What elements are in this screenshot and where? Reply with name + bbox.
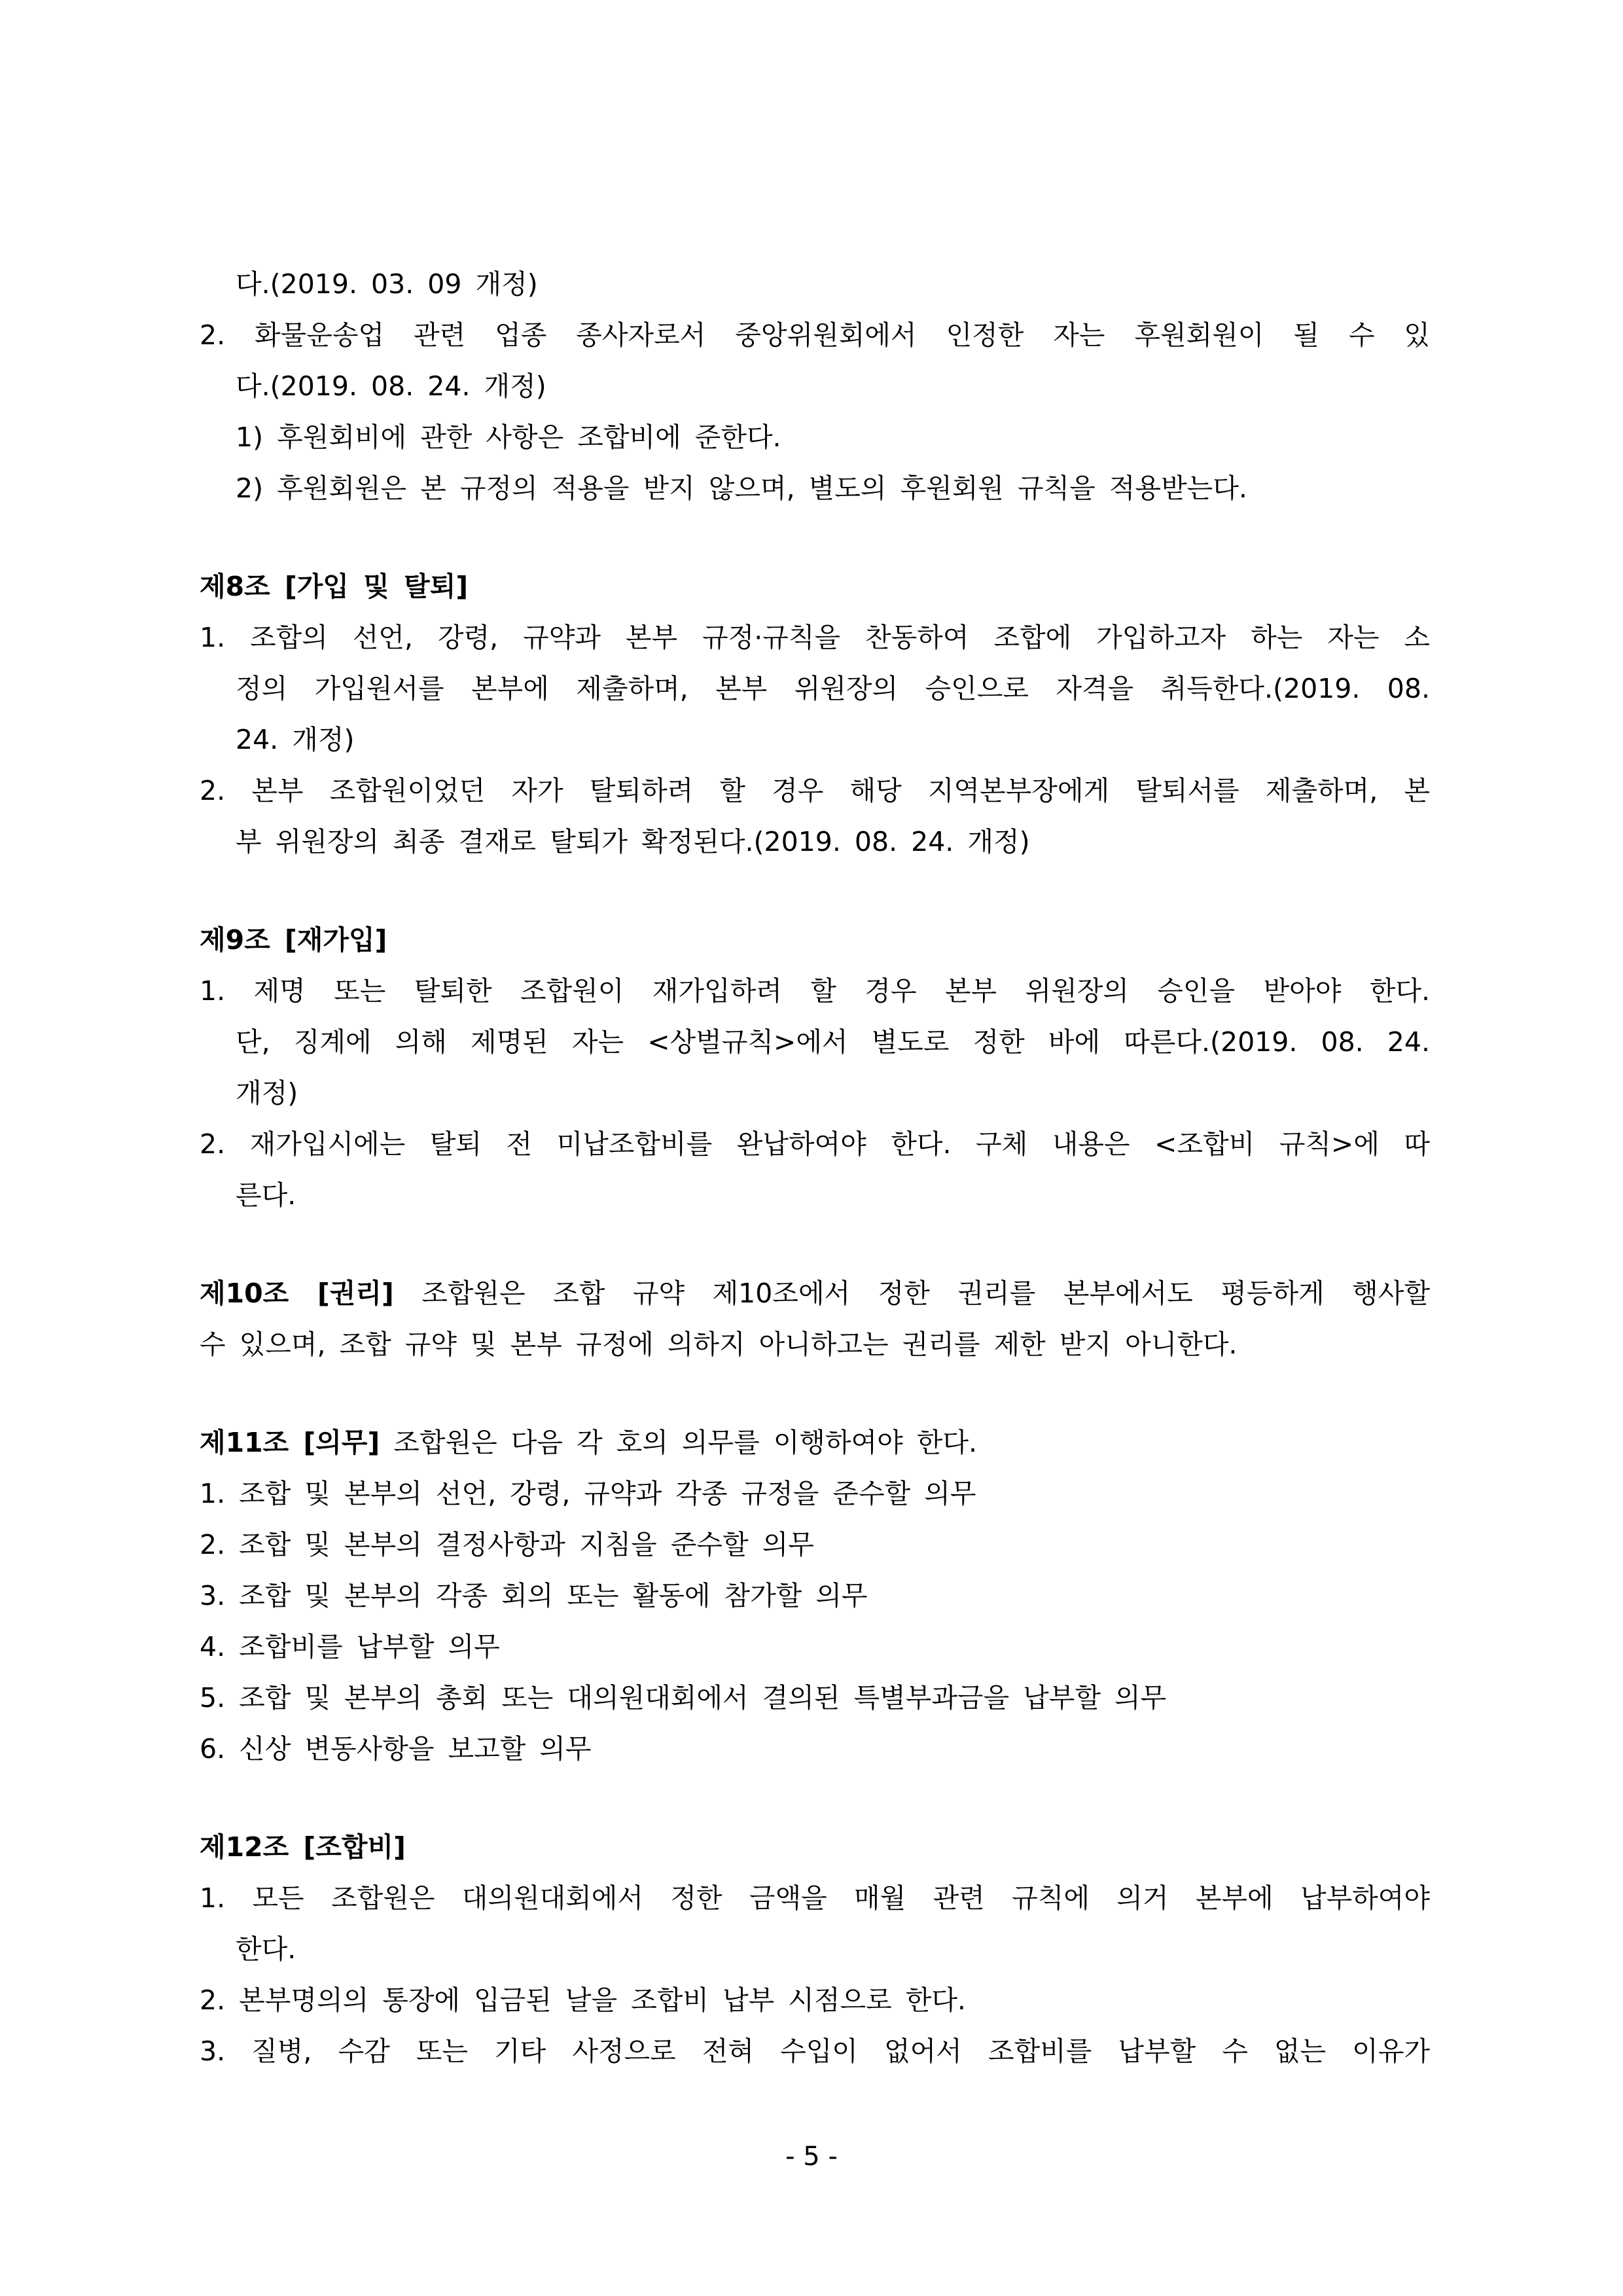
art11-intro-line xyxy=(200,1417,1430,1468)
spacer xyxy=(200,1774,1430,1821)
art11-item: 6. 신상 변동사항을 보고할 의무 xyxy=(200,1733,592,1765)
art9-heading: 제9조 [재가입] xyxy=(200,924,387,956)
art12-item-1-line1: 1. 모든 조합원은 대의원대회에서 정한 금액을 매월 관련 규칙에 의거 본부에 납부하여야 xyxy=(200,1882,1430,1914)
art9-item-2-line2: 른다. xyxy=(236,1179,296,1211)
art7-subitem-1: 1) 후원회비에 관한 사항은 조합비에 준한다. xyxy=(236,422,781,453)
art7-subitem-2: 2) 후원회원은 본 규정의 적용을 받지 않으며, 별도의 후원회원 규칙을 적용받는다. xyxy=(236,473,1247,504)
art9-item-1-line3: 개정) xyxy=(236,1077,298,1109)
art12-item-2: 2. 본부명의의 통장에 입금된 날을 조합비 납부 시점으로 한다. xyxy=(200,1984,966,2016)
art10-text-1: 조합원은 조합 규약 제10조에서 정한 권리를 본부에서도 평등하게 행사할 xyxy=(393,1278,1430,1309)
art11-item: 1. 조합 및 본부의 선언, 강령, 규약과 각종 규정을 준수할 의무 xyxy=(200,1478,976,1509)
art11-heading: 제11조 [의무] xyxy=(200,1427,380,1458)
art7-item-2-line2: 다.(2019. 08. 24. 개정) xyxy=(236,370,546,402)
art8-item-1-line2: 정의 가입원서를 본부에 제출하며, 본부 위원장의 승인으로 자격을 취득한다.(2019. 08. xyxy=(236,673,1430,704)
art9-item-1-line2: 단, 징계에 의해 제명된 자는 <상벌규칙>에서 별도로 정한 바에 따른다.(2019. 08. 24. xyxy=(236,1026,1430,1058)
art8-item-1-line3: 24. 개정) xyxy=(236,724,355,755)
art7-item-2-line1: 2. 화물운송업 관련 업종 종사자로서 중앙위원회에서 인정한 자는 후원회원이 될 수 있 xyxy=(200,319,1430,351)
art9-item-2-line1: 2. 재가입시에는 탈퇴 전 미납조합비를 완납하여야 한다. 구체 내용은 <조합비 규칙>에 따 xyxy=(200,1128,1430,1160)
art11-intro: 조합원은 다음 각 호의 의무를 이행하여야 한다. xyxy=(380,1427,978,1458)
art8-item-1-line1: 1. 조합의 선언, 강령, 규약과 본부 규정·규칙을 찬동하여 조합에 가입하고자 하는 자는 소 xyxy=(200,622,1430,653)
art10-heading: 제10조 [권리] xyxy=(200,1278,394,1309)
art12-item-1-line2: 한다. xyxy=(236,1933,296,1965)
spacer xyxy=(200,514,1430,561)
art8-item-2-line2: 부 위원장의 최종 결재로 탈퇴가 확정된다.(2019. 08. 24. 개정) xyxy=(236,826,1030,857)
art7-line: 다.(2019. 03. 09 개정) xyxy=(236,268,538,300)
art11-item: 5. 조합 및 본부의 총회 또는 대의원대회에서 결의된 특별부과금을 납부할 의무 xyxy=(200,1682,1167,1713)
art10-line2: 수 있으며, 조합 규약 및 본부 규정에 의하지 아니하고는 권리를 제한 받지 아니한다. xyxy=(200,1329,1238,1360)
art11-item: 3. 조합 및 본부의 각종 회의 또는 활동에 참가할 의무 xyxy=(200,1580,868,1611)
art8-item-2-line1: 2. 본부 조합원이었던 자가 탈퇴하려 할 경우 해당 지역본부장에게 탈퇴서를 제출하며, 본 xyxy=(200,775,1430,806)
art9-item-1-line1: 1. 제명 또는 탈퇴한 조합원이 재가입하려 할 경우 본부 위원장의 승인을 받아야 한다. xyxy=(200,975,1430,1007)
page-number: - 5 - xyxy=(785,2142,838,2172)
art12-heading: 제12조 [조합비] xyxy=(200,1831,406,1863)
art11-item: 2. 조합 및 본부의 결정사항과 지침을 준수할 의무 xyxy=(200,1529,814,1560)
art12-item-3: 3. 질병, 수감 또는 기타 사정으로 전혀 수입이 없어서 조합비를 납부할 수 없는 이유가 xyxy=(200,2036,1430,2067)
art8-heading: 제8조 [가입 및 탈퇴] xyxy=(200,571,469,602)
art10-line1 xyxy=(200,1268,1430,1319)
art11-item: 4. 조합비를 납부할 의무 xyxy=(200,1631,500,1662)
spacer xyxy=(200,1221,1430,1268)
spacer xyxy=(200,1370,1430,1417)
page-body xyxy=(200,259,1430,2077)
spacer xyxy=(200,867,1430,914)
